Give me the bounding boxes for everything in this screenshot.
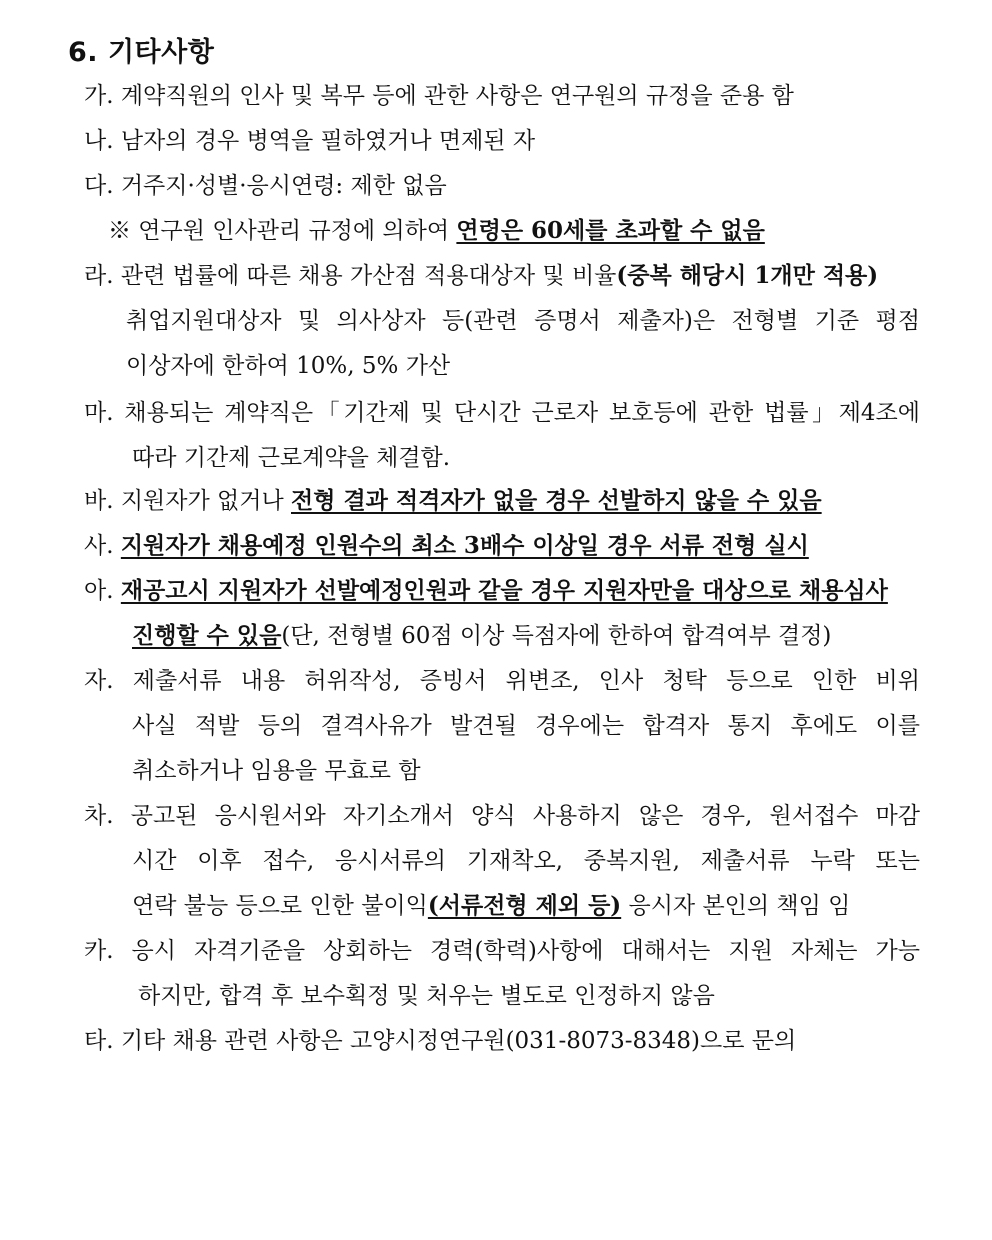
ba-emphasis: 전형 결과 적격자가 없을 경우 선발하지 않을 수 있음	[291, 487, 822, 514]
sa-emphasis: 지원자가 채용예정 인원수의 최소 3배수 이상일 경우 서류 전형 실시	[120, 532, 809, 559]
item-cha-line1: 차. 공고된 응시원서와 자기소개서 양식 사용하지 않은 경우, 원서접수 마감	[84, 803, 920, 829]
cha-text-a: 연락 불능 등으로 인한 불이익	[132, 893, 428, 919]
item-cha-line2: 시간 이후 접수, 응시서류의 기재착오, 중복지원, 제출서류 누락 또는	[132, 848, 920, 874]
ra-bold-note: (중복 해당시 1개만 적용)	[616, 262, 879, 289]
a-emphasis-2: 진행할 수 있음	[132, 622, 282, 649]
section-title: 6. 기타사항	[68, 37, 215, 68]
a-prefix: 아.	[84, 578, 121, 604]
item-ka-line2: 하지만, 합격 후 보수획정 및 처우는 별도로 인정하지 않음	[138, 983, 715, 1009]
item-ma-line2: 따라 기간제 근로계약을 체결함.	[132, 445, 451, 471]
ra-text: 라. 관련 법률에 따른 채용 가산점 적용대상자 및 비율	[84, 263, 617, 289]
item-ta: 타. 기타 채용 관련 사항은 고양시정연구원(031-8073-8348)으로 문의	[84, 1028, 797, 1054]
note-emphasis: 연령은 60세를 초과할 수 없음	[456, 217, 765, 244]
note-prefix: ※ 연구원 인사관리 규정에 의하여	[108, 218, 457, 244]
a-rest: (단, 전형별 60점 이상 득점자에 한하여 합격여부 결정)	[281, 623, 832, 649]
sa-prefix: 사.	[84, 533, 121, 559]
a-emphasis-1: 재공고시 지원자가 선발예정인원과 같을 경우 지원자만을 대상으로 채용심사	[120, 577, 888, 604]
item-ja-line2: 사실 적발 등의 결격사유가 발견될 경우에는 합격자 통지 후에도 이를	[132, 713, 920, 739]
item-ja-line3: 취소하거나 임용을 무효로 함	[132, 758, 421, 784]
item-a-line2	[132, 620, 831, 652]
cha-text-c: 응시자 본인의 책임 임	[621, 893, 851, 919]
ba-prefix: 바. 지원자가 없거나	[84, 488, 291, 514]
item-na: 나. 남자의 경우 병역을 필하였거나 면제된 자	[84, 128, 536, 154]
item-ba	[84, 485, 822, 517]
item-ra-line1	[84, 260, 878, 292]
item-ja-line1: 자. 제출서류 내용 허위작성, 증빙서 위변조, 인사 청탁 등으로 인한 비위	[84, 668, 920, 694]
item-ra-line3: 이상자에 한하여 10%, 5% 가산	[126, 353, 451, 379]
cha-emphasis: (서류전형 제외 등)	[427, 892, 622, 919]
item-da: 다. 거주지·성별·응시연령: 제한 없음	[84, 173, 447, 199]
item-a-line1	[84, 575, 888, 607]
item-ga: 가. 계약직원의 인사 및 복무 등에 관한 사항은 연구원의 규정을 준용 함	[84, 83, 794, 109]
item-note	[108, 215, 765, 247]
item-cha-line3	[132, 890, 850, 922]
item-ka-line1: 카. 응시 자격기준을 상회하는 경력(학력)사항에 대해서는 지원 자체는 가능	[84, 938, 920, 964]
item-ma-line1: 마. 채용되는 계약직은「기간제 및 단시간 근로자 보호등에 관한 법률」제4조에	[84, 400, 920, 426]
item-sa	[84, 530, 809, 562]
item-ra-line2: 취업지원대상자 및 의사상자 등(관련 증명서 제출자)은 전형별 기준 평점	[126, 308, 920, 334]
